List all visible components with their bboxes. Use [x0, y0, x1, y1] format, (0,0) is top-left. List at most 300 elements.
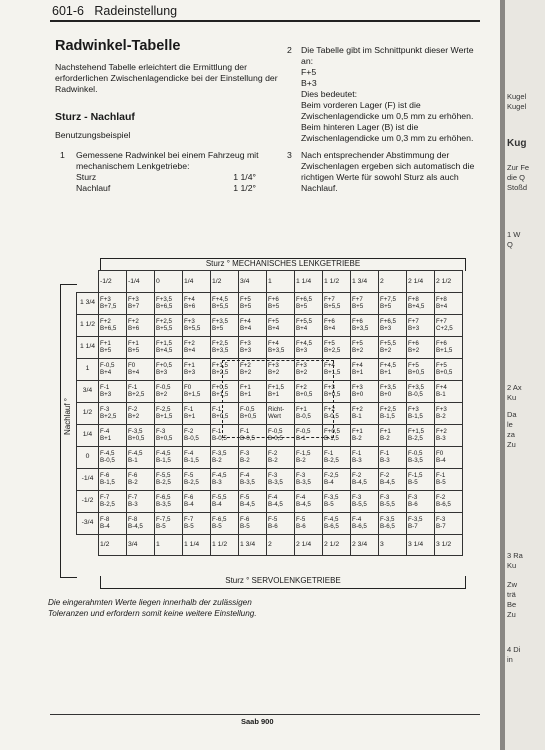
row-header: -3/4: [77, 512, 99, 534]
front-adjustment: F-3,5: [408, 515, 423, 523]
rear-adjustment: B+4: [324, 325, 336, 332]
front-adjustment: F+2: [324, 405, 335, 413]
table-caption: Die eingerahmten Werte liegen innerhalb der zulässigen Toleranzen und erfordern somit keine weitere Einstellung.: [48, 598, 257, 618]
rear-adjustment: B-6,5: [380, 523, 395, 530]
rear-adjustment: B+3: [240, 347, 252, 354]
table-cell: [379, 402, 407, 424]
rear-adjustment: B-5: [240, 523, 250, 530]
table-cell: [127, 292, 155, 314]
col-header: -1/4: [127, 271, 155, 293]
front-adjustment: F-3,5: [212, 449, 227, 457]
next-page-fragment: Ku: [507, 393, 517, 402]
front-adjustment: F-7: [128, 493, 138, 501]
table-cell: [183, 446, 211, 468]
rear-adjustment: B+2: [156, 391, 168, 398]
front-adjustment: F-3,5: [128, 427, 143, 435]
table-cell: [127, 512, 155, 534]
table-cell: [435, 292, 463, 314]
rear-adjustment: B-2,5: [100, 501, 115, 508]
subheading: Sturz - Nachlauf: [55, 111, 135, 123]
step-number: 3: [287, 150, 292, 160]
next-page-fragment: Be: [507, 600, 517, 609]
next-page-fragment: za: [507, 430, 515, 439]
table-cell: [127, 468, 155, 490]
table-cell: [379, 380, 407, 402]
front-adjustment: F-3: [268, 471, 278, 479]
table-cell: [211, 424, 239, 446]
table-bottom-caption: Sturz ° SERVOLENKGETRIEBE: [100, 576, 466, 589]
rear-adjustment: B+7,5: [100, 303, 117, 310]
table-cell: [323, 402, 351, 424]
rear-adjustment: B-3: [436, 435, 446, 442]
table-side-caption-box: [60, 284, 77, 578]
table-cell: [127, 446, 155, 468]
front-adjustment: F+3: [408, 405, 419, 413]
rear-adjustment: B-4: [436, 457, 446, 464]
table-cell: [435, 446, 463, 468]
col-footer: 2 1/2: [323, 534, 351, 556]
table-cell: [99, 314, 127, 336]
table-cell: [351, 380, 379, 402]
rear-adjustment: B-3,5: [156, 501, 171, 508]
front-adjustment: F+6,5: [380, 317, 396, 325]
front-adjustment: F+5: [324, 339, 335, 347]
table-cell: [435, 314, 463, 336]
rear-adjustment: B+3: [296, 347, 308, 354]
front-adjustment: F+1,5: [408, 427, 424, 435]
front-adjustment: F+8: [436, 295, 447, 303]
front-adjustment: F-4: [184, 449, 194, 457]
table-cell: [99, 468, 127, 490]
page-title: Radwinkel-Tabelle: [55, 38, 181, 54]
table-cell: [323, 292, 351, 314]
rear-adjustment: B+0: [352, 391, 364, 398]
rear-adjustment: B-7: [408, 523, 418, 530]
col-header: 1/2: [211, 271, 239, 293]
nachlauf-row: [76, 183, 256, 194]
front-adjustment: F+5: [408, 361, 419, 369]
front-adjustment: F-8: [100, 515, 110, 523]
rear-adjustment: B-1: [128, 457, 138, 464]
rear-adjustment: B-6,5: [324, 523, 339, 530]
front-adjustment: F-2,5: [156, 405, 171, 413]
next-page-fragment: Stoßd: [507, 183, 528, 192]
table-cell: [239, 512, 267, 534]
col-header: 1 1/2: [323, 271, 351, 293]
col-header: -1/2: [99, 271, 127, 293]
front-adjustment: F-1: [436, 471, 446, 479]
col-header: 3/4: [239, 271, 267, 293]
front-adjustment: F+4: [436, 383, 447, 391]
rear-adjustment: B+3: [156, 369, 168, 376]
table-cell: [127, 424, 155, 446]
rear-adjustment: B+5: [268, 303, 280, 310]
col-header: 2: [379, 271, 407, 293]
front-adjustment: F-5: [268, 515, 278, 523]
rear-adjustment: B+3: [408, 325, 420, 332]
front-adjustment: F-1: [380, 449, 390, 457]
col-footer: 3 1/4: [407, 534, 435, 556]
sturz-row: [76, 172, 256, 183]
next-page-fragment: Q: [507, 240, 513, 249]
rear-adjustment: B-0,5: [268, 435, 283, 442]
next-page-fragment: Zur Fe: [507, 163, 530, 172]
table-cell: [323, 336, 351, 358]
table-cell: [183, 402, 211, 424]
front-adjustment: F-1: [212, 427, 222, 435]
front-adjustment: F-3,5: [324, 493, 339, 501]
col-footer: 2: [267, 534, 295, 556]
row-header: 3/4: [77, 380, 99, 402]
table-cell: [295, 358, 323, 380]
table-row: [77, 468, 463, 490]
value-front: F+5: [301, 67, 317, 77]
col-header: 1 3/4: [351, 271, 379, 293]
table-cell: [99, 358, 127, 380]
table-cell: [351, 468, 379, 490]
rear-adjustment: B-4,5: [296, 501, 311, 508]
table-cell: [99, 380, 127, 402]
rear-adjustment: B+0,5: [436, 369, 453, 376]
table-cell: [99, 336, 127, 358]
table-corner: [77, 534, 99, 556]
rear-adjustment: B-5: [408, 479, 418, 486]
rear-adjustment: B-1,5: [156, 457, 171, 464]
front-adjustment: F-5: [184, 471, 194, 479]
table-cell: [267, 292, 295, 314]
col-footer: 3: [379, 534, 407, 556]
rear-adjustment: B-4: [100, 523, 110, 530]
front-adjustment: F+1: [100, 339, 111, 347]
rear-adjustment: B-0,5: [184, 435, 199, 442]
table-cell: [211, 336, 239, 358]
rear-adjustment: B-3,5: [296, 479, 311, 486]
next-page-fragment: Ku: [507, 561, 517, 570]
rear-adjustment: B+2: [128, 413, 140, 420]
step-2: [287, 45, 487, 144]
rear-adjustment: B+0,5: [156, 435, 173, 442]
front-adjustment: F-6,5: [212, 515, 227, 523]
col-footer: 2 3/4: [351, 534, 379, 556]
table-cell: [351, 292, 379, 314]
rear-adjustment: B-5,5: [352, 501, 367, 508]
table-row: [77, 402, 463, 424]
front-adjustment: F-4,5: [128, 449, 143, 457]
rear-adjustment: B+6,5: [156, 303, 173, 310]
next-page-fragment: Zw: [507, 580, 517, 589]
rear-adjustment: B-4,5: [268, 501, 283, 508]
table-cell: [239, 292, 267, 314]
next-page-fragment: Da: [507, 410, 517, 419]
front-adjustment: F+0,5: [156, 361, 172, 369]
col-footer: 1 1/2: [211, 534, 239, 556]
front-adjustment: F+2,5: [156, 317, 172, 325]
rear-adjustment: B-6: [296, 523, 306, 530]
next-page-fragment: Kug: [507, 138, 527, 149]
table-cell: [183, 380, 211, 402]
front-adjustment: F-6: [128, 471, 138, 479]
table-cell: [379, 490, 407, 512]
front-adjustment: F-6,5: [156, 493, 171, 501]
rear-adjustment: B+1,5: [212, 391, 229, 398]
rear-adjustment: B+5: [296, 303, 308, 310]
front-adjustment: F-4: [240, 471, 250, 479]
section-number: 601-6: [52, 4, 84, 18]
table-row: [77, 446, 463, 468]
rear-adjustment: B-1,5: [184, 457, 199, 464]
table-cell: [99, 292, 127, 314]
table-cell: [267, 380, 295, 402]
front-adjustment: F-0,5: [240, 405, 255, 413]
table-cell: [267, 490, 295, 512]
row-header: 1 3/4: [77, 292, 99, 314]
front-adjustment: F+3: [240, 339, 251, 347]
rear-adjustment: B+5: [100, 347, 112, 354]
front-adjustment: F-3: [408, 493, 418, 501]
front-adjustment: F-2: [268, 449, 278, 457]
front-adjustment: F-4: [352, 515, 362, 523]
front-adjustment: F+5,5: [296, 317, 312, 325]
rear-adjustment: B-1,5: [324, 435, 339, 442]
table-cell: [239, 468, 267, 490]
front-adjustment: F-2,5: [324, 471, 339, 479]
front-adjustment: F+7: [324, 295, 335, 303]
front-adjustment: F+4: [352, 361, 363, 369]
front-adjustment: F+0,5: [324, 427, 340, 435]
front-adjustment: F+4: [184, 295, 195, 303]
nachlauf-label: Nachlauf: [76, 183, 111, 193]
rear-adjustment: B-4: [212, 501, 222, 508]
row-header: 1 1/4: [77, 336, 99, 358]
front-adjustment: F-1: [212, 405, 222, 413]
rear-adjustment: B+2,5: [324, 347, 341, 354]
table-row: [77, 358, 463, 380]
front-adjustment: F+4,5: [212, 295, 228, 303]
table-cell: [155, 358, 183, 380]
col-footer: 1 1/4: [183, 534, 211, 556]
front-adjustment: F+3,5: [408, 383, 424, 391]
table-cell: [295, 468, 323, 490]
front-adjustment: F+6: [352, 317, 363, 325]
rear-adjustment: B+4: [268, 325, 280, 332]
table-cell: [379, 358, 407, 380]
col-footer: 2 1/4: [295, 534, 323, 556]
table-cell: [211, 468, 239, 490]
rear-adjustment: B-3: [212, 479, 222, 486]
front-adjustment: F-1: [184, 405, 194, 413]
table-row: [77, 314, 463, 336]
front-adjustment: F+2: [436, 427, 447, 435]
rear-adjustment: B+5,5: [184, 325, 201, 332]
front-adjustment: F+6: [436, 339, 447, 347]
table-cell: [351, 512, 379, 534]
table-cell: [379, 468, 407, 490]
rear-adjustment: B-0,5: [100, 457, 115, 464]
table-cell: [211, 314, 239, 336]
rear-adjustment: B-2: [380, 435, 390, 442]
rear-adjustment: B-6: [408, 501, 418, 508]
next-page-fragment: le: [507, 420, 513, 429]
table-cell: [351, 358, 379, 380]
next-page-fragment: 4 Di: [507, 645, 521, 654]
front-adjustment: F+1: [184, 361, 195, 369]
next-page-fragment: in: [507, 655, 513, 664]
rear-adjustment: B+0: [380, 391, 392, 398]
rear-adjustment: B+7: [128, 303, 140, 310]
front-adjustment: F-6: [100, 471, 110, 479]
front-adjustment: F+2: [240, 361, 251, 369]
rear-adjustment: B-0,5: [296, 413, 311, 420]
front-adjustment: F-4,5: [100, 449, 115, 457]
rear-adjustment: B-1: [352, 413, 362, 420]
front-adjustment: F+3: [296, 361, 307, 369]
front-adjustment: F+5: [352, 339, 363, 347]
value-rear: B+3: [301, 78, 317, 88]
section-title: Radeinstellung: [94, 4, 178, 18]
front-adjustment: F+2: [352, 405, 363, 413]
intro-text: Nachstehend Tabelle erleichtert die Ermittlung der erforderlichen Zwischenlagendicke bei der Einstellung der Radwinkel.: [55, 62, 278, 94]
rear-adjustment: B+4: [184, 347, 196, 354]
col-header: 2 1/2: [435, 271, 463, 293]
front-adjustment: F+3: [436, 405, 447, 413]
front-adjustment: F-1: [100, 383, 110, 391]
front-adjustment: F-6: [240, 515, 250, 523]
table-cell: [211, 292, 239, 314]
rear-adjustment: B+0,5: [408, 369, 425, 376]
front-adjustment: F-4: [268, 493, 278, 501]
step-1: [60, 150, 275, 194]
rear-adjustment: B+1,5: [436, 347, 453, 354]
front-adjustment: F+0,5: [212, 383, 228, 391]
step-text: Nach entsprechender Abstimmung der Zwischenlagen ergeben sich automatisch die richtigen Werte für sowohl Sturz als auch Nachlauf.: [301, 150, 475, 193]
rear-adjustment: B+1,5: [156, 413, 173, 420]
table-cell: [379, 336, 407, 358]
front-adjustment: F+5: [268, 317, 279, 325]
table-cell: [379, 314, 407, 336]
front-adjustment: F-1: [240, 427, 250, 435]
next-page-fragment: 3 Ra: [507, 551, 523, 560]
table-side-caption: Nachlauf °: [63, 398, 72, 435]
rear-adjustment: B-4,5: [352, 479, 367, 486]
front-adjustment: F0: [436, 449, 444, 457]
table-cell: [183, 336, 211, 358]
next-page-fragment: Zu: [507, 610, 516, 619]
footer-rule: [50, 714, 480, 715]
front-adjustment: F+1,5: [268, 383, 284, 391]
rear-adjustment: B+5: [212, 325, 224, 332]
rear-adjustment: B-2: [352, 435, 362, 442]
table-cell: [127, 490, 155, 512]
table-cell: [295, 336, 323, 358]
rear-adjustment: C+2,5: [436, 325, 453, 332]
table-cell: [99, 424, 127, 446]
rear-adjustment: B+0,5: [128, 435, 145, 442]
row-header: 0: [77, 446, 99, 468]
rear-adjustment: B+3,5: [268, 347, 285, 354]
table-cell: [211, 402, 239, 424]
rear-adjustment: B-5: [156, 523, 166, 530]
rear-adjustment: B+0,5: [324, 391, 341, 398]
rear-adjustment: B-6,5: [436, 501, 451, 508]
rear-adjustment: B+0,5: [296, 391, 313, 398]
sturz-value: 1 1/4°: [233, 172, 256, 182]
table-cell: [407, 446, 435, 468]
table-cell: [155, 314, 183, 336]
rear-adjustment: B+1: [380, 369, 392, 376]
rear-adjustment: B-1: [436, 391, 446, 398]
rear-adjustment: B-3: [352, 457, 362, 464]
step-text: Die Tabelle gibt im Schnittpunkt dieser Werte an:: [301, 45, 474, 66]
front-adjustment: F+1: [128, 339, 139, 347]
rear-adjustment: B-6,5: [352, 523, 367, 530]
front-adjustment: F-3: [296, 471, 306, 479]
table-header-row: [77, 271, 463, 293]
table-cell: [239, 380, 267, 402]
front-adjustment: F+3: [100, 295, 111, 303]
rear-adjustment: Wert: [268, 413, 281, 420]
front-adjustment: F+3,5: [380, 383, 396, 391]
col-footer: 1: [155, 534, 183, 556]
rear-adjustment: B+5: [352, 303, 364, 310]
table-cell: [295, 292, 323, 314]
rear-adjustment: B-5: [184, 523, 194, 530]
rear-adjustment: B-4: [324, 479, 334, 486]
table-cell: [323, 512, 351, 534]
right-column: [287, 45, 487, 196]
row-header: 1 1/2: [77, 314, 99, 336]
front-adjustment: F+7: [408, 317, 419, 325]
rear-adjustment: B+4: [128, 369, 140, 376]
next-page-fragment: trä: [507, 590, 516, 599]
front-adjustment: F+1: [240, 383, 251, 391]
rear-adjustment: B-5: [212, 523, 222, 530]
rear-adjustment: B-5: [436, 479, 446, 486]
front-adjustment: F-5,5: [212, 493, 227, 501]
table-cell: [435, 490, 463, 512]
rear-adjustment: B+0,5: [212, 413, 229, 420]
next-page-fragment: Kugel: [507, 92, 527, 101]
front-adjustment: F-3,5: [380, 515, 395, 523]
table-cell: [435, 424, 463, 446]
table-cell: [323, 424, 351, 446]
table-cell: [267, 336, 295, 358]
rear-adjustment: B-1,5: [100, 479, 115, 486]
header-rule: [50, 20, 480, 22]
table-cell: [155, 512, 183, 534]
table-cell: [267, 402, 295, 424]
rear-adjustment: B-2: [128, 479, 138, 486]
front-adjustment: F+3: [352, 383, 363, 391]
front-adjustment: F-3: [240, 449, 250, 457]
front-adjustment: F-7: [100, 493, 110, 501]
table-cell: [323, 380, 351, 402]
front-adjustment: F-2: [128, 405, 138, 413]
front-adjustment: F+7: [352, 295, 363, 303]
rear-adjustment: B-1,5: [408, 413, 423, 420]
rear-adjustment: B+2: [380, 347, 392, 354]
front-adjustment: F+3,5: [156, 295, 172, 303]
front-adjustment: F-8: [128, 515, 138, 523]
table-cell: [379, 512, 407, 534]
table-cell: [407, 292, 435, 314]
front-adjustment: F-5,5: [156, 471, 171, 479]
front-adjustment: F-3: [380, 493, 390, 501]
front-adjustment: F-0,5: [156, 383, 171, 391]
table-cell: [323, 468, 351, 490]
rear-adjustment: B-5,5: [380, 501, 395, 508]
rear-adjustment: B+1: [100, 435, 112, 442]
rear-adjustment: B+0,5: [240, 413, 257, 420]
